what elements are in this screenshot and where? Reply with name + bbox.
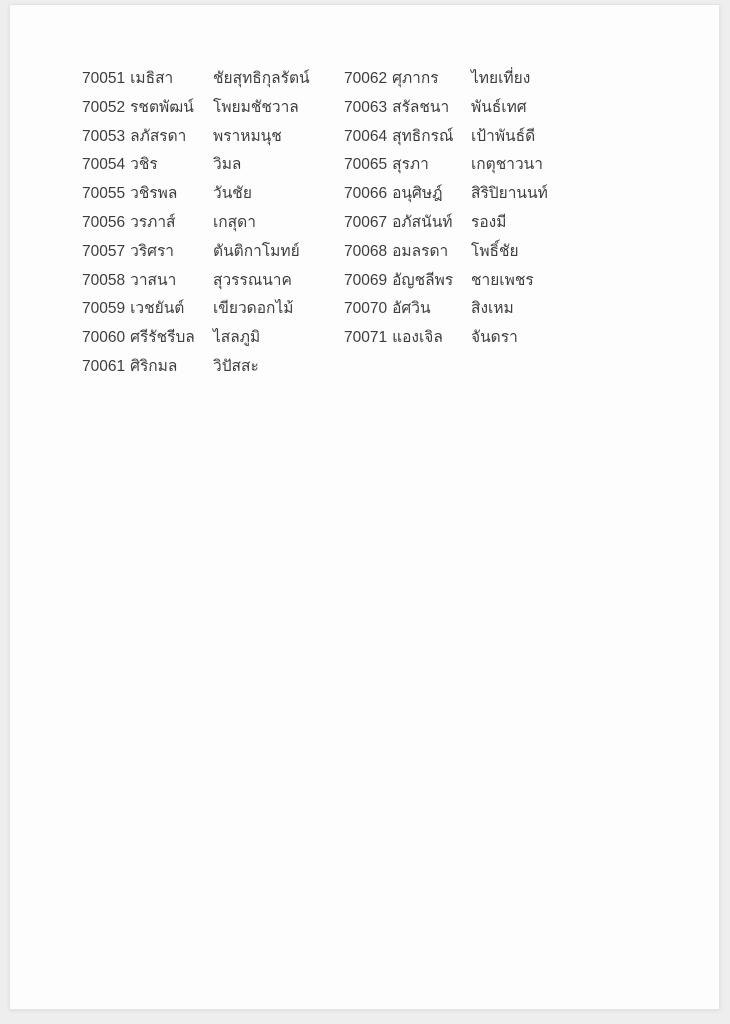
id-and-first-name	[344, 295, 471, 324]
id-and-first-name	[82, 123, 213, 152]
first-name: ลภัสรดา	[130, 127, 187, 145]
last-name: พันธ์เทศ	[471, 98, 527, 116]
last-name: เขียวดอกไม้	[213, 300, 294, 318]
first-name: วชิรพล	[130, 185, 178, 203]
first-name: สุรภา	[392, 156, 429, 174]
last-name: ไสลภูมิ	[213, 329, 261, 347]
student-id: 70051	[82, 70, 126, 87]
student-id: 70065	[344, 156, 388, 174]
first-name: เมธิสา	[130, 70, 174, 87]
student-id: 70066	[344, 185, 388, 203]
list-row	[344, 295, 604, 324]
first-name: ศิริกมล	[130, 357, 178, 375]
list-column-left	[82, 65, 344, 382]
list-row	[82, 324, 344, 353]
id-and-first-name	[344, 238, 471, 267]
document-page	[9, 4, 720, 1010]
last-name: วิมล	[213, 156, 242, 174]
list-row	[344, 209, 604, 238]
first-name: สรัลชนา	[392, 98, 450, 116]
id-and-first-name	[82, 209, 213, 238]
list-row	[82, 123, 344, 152]
list-row	[82, 65, 344, 94]
last-name: เกสุดา	[213, 213, 256, 231]
first-name: วชิร	[130, 156, 158, 174]
student-id: 70063	[344, 98, 388, 116]
id-and-first-name	[344, 65, 471, 94]
first-name: วริศรา	[130, 242, 175, 260]
first-name: สุทธิกรณ์	[392, 127, 454, 145]
name-list	[82, 65, 604, 382]
last-name: สุวรรณนาค	[213, 271, 292, 289]
first-name: อัศวิน	[392, 300, 431, 318]
student-id: 70059	[82, 300, 126, 318]
student-id: 70058	[82, 271, 126, 289]
last-name: รองมี	[471, 213, 507, 231]
id-and-first-name	[82, 65, 213, 94]
student-id: 70056	[82, 213, 126, 231]
list-row	[82, 238, 344, 267]
last-name: สิริปิยานนท์	[471, 185, 548, 203]
student-id: 70053	[82, 127, 126, 145]
first-name: อัญชลีพร	[392, 271, 454, 289]
id-and-first-name	[82, 267, 213, 296]
id-and-first-name	[82, 94, 213, 123]
list-row	[344, 238, 604, 267]
id-and-first-name	[82, 238, 213, 267]
first-name: อนุศิษฎ์	[392, 185, 443, 203]
id-and-first-name	[344, 324, 471, 353]
list-row	[82, 267, 344, 296]
list-row	[82, 180, 344, 209]
list-row	[344, 65, 604, 94]
list-row	[82, 151, 344, 180]
list-row	[344, 151, 604, 180]
list-row	[82, 353, 344, 382]
student-id: 70070	[344, 300, 388, 318]
student-id: 70061	[82, 357, 126, 375]
student-id: 70067	[344, 213, 388, 231]
last-name: พราหมนุช	[213, 127, 282, 145]
id-and-first-name	[82, 353, 213, 382]
id-and-first-name	[344, 123, 471, 152]
list-row	[344, 180, 604, 209]
student-id: 70064	[344, 127, 388, 145]
id-and-first-name	[82, 151, 213, 180]
student-id: 70054	[82, 156, 126, 174]
student-id: 70071	[344, 329, 388, 347]
first-name: ศรีรัชรีบล	[130, 329, 195, 347]
first-name: แองเจิล	[392, 329, 443, 347]
first-name: ศุภากร	[392, 70, 439, 87]
student-id: 70055	[82, 185, 126, 203]
first-name: เวชยันต์	[130, 300, 185, 318]
first-name: วรภาส์	[130, 213, 176, 231]
list-column-right	[344, 65, 604, 353]
last-name: วันชัย	[213, 185, 252, 203]
list-row	[82, 209, 344, 238]
first-name: วาสนา	[130, 271, 177, 289]
last-name: ชัยสุทธิกุลรัตน์	[213, 70, 310, 87]
list-row	[344, 123, 604, 152]
first-name: อภัสนันท์	[392, 213, 453, 231]
id-and-first-name	[82, 324, 213, 353]
student-id: 70057	[82, 242, 126, 260]
id-and-first-name	[344, 94, 471, 123]
list-row	[82, 94, 344, 123]
student-id: 70060	[82, 329, 126, 347]
student-id: 70062	[344, 70, 388, 87]
last-name: สิงเหม	[471, 300, 514, 318]
list-row	[344, 267, 604, 296]
last-name: จันดรา	[471, 329, 518, 347]
last-name: ชายเพชร	[471, 271, 534, 289]
first-name: รชตพัฒน์	[130, 98, 194, 116]
id-and-first-name	[344, 209, 471, 238]
first-name: อมลรดา	[392, 242, 449, 260]
id-and-first-name	[344, 151, 471, 180]
last-name: ไทยเที่ยง	[471, 70, 531, 87]
list-row	[344, 94, 604, 123]
last-name: วิปัสสะ	[213, 357, 259, 375]
last-name: เกตุชาวนา	[471, 156, 543, 174]
last-name: ตันติกาโมทย์	[213, 242, 300, 260]
id-and-first-name	[82, 180, 213, 209]
list-row	[82, 295, 344, 324]
id-and-first-name	[344, 180, 471, 209]
id-and-first-name	[82, 295, 213, 324]
last-name: เป้าพันธ์ดี	[471, 127, 536, 145]
last-name: โพยมชัชวาล	[213, 98, 299, 116]
id-and-first-name	[344, 267, 471, 296]
student-id: 70052	[82, 98, 126, 116]
list-row	[344, 324, 604, 353]
student-id: 70069	[344, 271, 388, 289]
student-id: 70068	[344, 242, 388, 260]
last-name: โพธิ์ชัย	[471, 242, 519, 260]
